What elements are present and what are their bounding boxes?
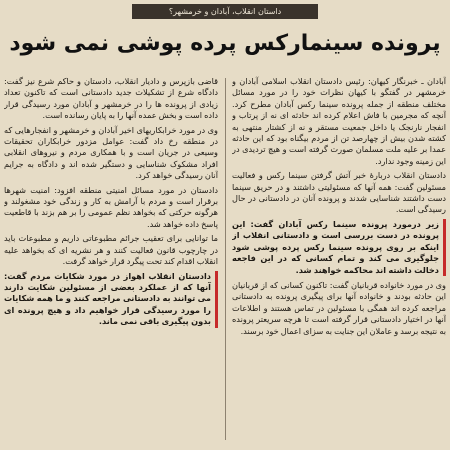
right-column	[232, 76, 446, 444]
article-paragraph: ما توانایی برای تعقیب جرائم مطبوعاتی داریم و مطبوعات باید در چارچوب قانون فعالیت کنند و هر نشریه ای که بخواهد علیه انقلاب اقدام کند تحت پیگرد قرار خواهد گرفت.	[4, 233, 218, 267]
left-column	[4, 76, 218, 444]
column-divider	[225, 78, 226, 440]
article-paragraph: قاضی بازپرس و دادیار انقلاب، دادستان و حاکم شرع نیز گفت: دادگاه شرع از تشکیلات جدید دادستانی است که تاکنون تعداد زیادی از پرونده ها را در خرمشهر و آبادان مورد رسیدگی قرار داده است و بخش عمده آنها را به پایان رسانده است.	[4, 76, 218, 121]
article-paragraph: وی در مورد خرابکاریهای اخیر آبادان و خرمشهر و انفجارهایی که در منطقه رخ داد گفت: عوامل مزدور خرابکاران تحقیقات وسیعی در جریان است و با همکاری مردم و نیروهای انقلابی افراد مشکوک شناسایی و دستگیر شده اند و دادگاه به جرایم آنان رسیدگی خواهد کرد.	[4, 124, 218, 181]
article-headline: پرونده سینمارکس پرده پوشی نمی شود	[9, 31, 441, 56]
article-paragraph: وی در مورد خانواده قربانیان گفت: تاکنون کسانی که از قربانیان این حادثه بودند و خانواده آنها برای پیگیری پرونده به دادستانی مراجعه کرده اند همگی با مسئولین در تماس هستند و اطلاعات آنها در اختیار دادستانی قرار گرفته است تا هرچه سریعتر پرونده به نتیجه برسد و عاملان این جنایت به سزای اعمال خود برسند.	[232, 279, 446, 336]
article-paragraph: دادستان انقلاب دربارهٔ خبر آتش گرفتن سینما رکس و فعالیت مسئولین گفت: همه آنها که مسئولیتی داشتند و در حریق سینما دست داشتند شناسایی شدند و پرونده آنان در دادستانی در حال رسیدگی است.	[232, 170, 446, 215]
highlighted-quote: دادستان انقلاب اهواز در مورد شکایات مردم گفت: آنها که از عملکرد بعضی از مسئولین شکایت دارند می توانند به دادستانی مراجعه کنند و ما همه شکایات را مورد رسیدگی قرار خواهیم داد و هیچ پرونده ای بدون پیگیری باقی نمی ماند.	[4, 271, 218, 328]
article-kicker: داستان انقلاب، آبادان و خرمشهر؟	[132, 4, 318, 19]
article-paragraph: دادستان در مورد مسائل امنیتی منطقه افزود: امنیت شهرها برقرار است و مردم با آرامش به کار و زندگی خود مشغولند و هرگونه حرکتی که بخواهد نظم عمومی را بر هم بزند با قاطعیت پاسخ داده خواهد شد.	[4, 184, 218, 229]
article-paragraph: آبادان ـ خبرنگار کیهان: رئیس دادستان انقلاب اسلامی آبادان و خرمشهر در گفتگو با کیهان نظرات خود را در مورد مسائل مختلف منطقه از جمله پرونده سینما رکس آبادان مطرح کرد. آنچه که مجرمین با فاش اعلام کرده اند حادثه ای نه از پرتاب و انفجار نارنجک یا داخل جمعیت مستقر و نه از کشتار منتهی به کشته شدن بیش از چهارصد تن از مردم بیگناه بود که این حادثه عمدا بر علیه ملت مسلمان صورت گرفته است و هیچ تردیدی در این زمینه وجود ندارد.	[232, 76, 446, 166]
highlighted-quote: زیر درمورد پرونده سینما رکس آبادان گفت: این پرونده در دست بررسی است و دادستانی انقلاب از اینکه بر روی پرونده سینما رکس پرده پوشی شود جلوگیری می کند و تمام کسانی که در این فاجعه دخالت داشته اند محاکمه خواهند شد.	[232, 219, 446, 276]
